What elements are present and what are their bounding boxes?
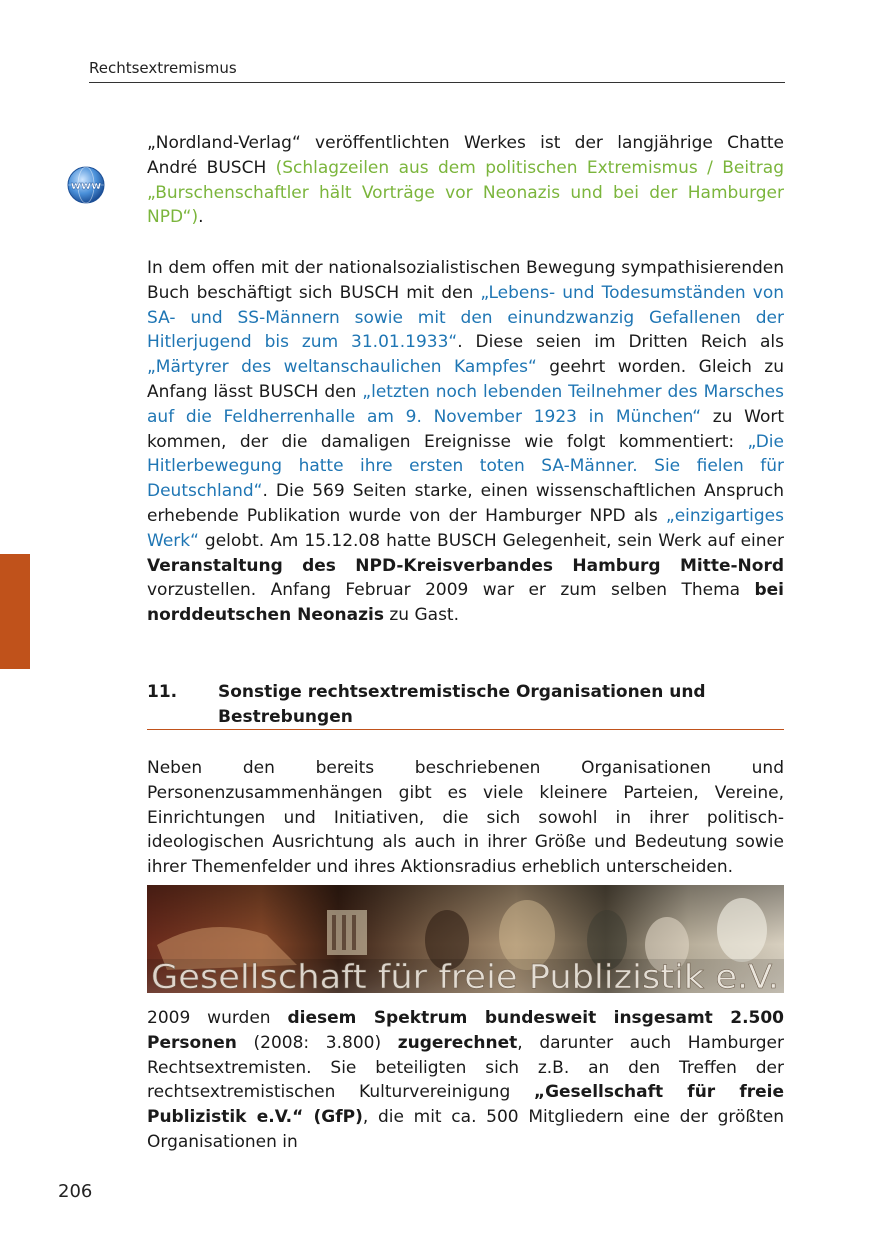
- quote-teilnehmer: „letzten noch lebenden Teilnehmer des Marsches auf die Feldherrenhalle am 9. November 1923 in München“: [147, 381, 784, 427]
- header-rule: [89, 82, 785, 83]
- gfp-banner-image: [147, 885, 784, 993]
- www-label: www: [70, 179, 102, 192]
- news-link[interactable]: (Schlagzeilen aus dem politischen Extremismus / Beitrag „Burschenschaftler hält Vorträge vor Neonazis und bei der Hamburger NPD“): [147, 157, 784, 228]
- section-title: Sonstige rechtsextremistische Organisationen und Bestrebungen: [218, 682, 706, 727]
- quote-lebensumstaende: „Lebens- und Todesumständen von SA- und SS-Männern sowie mit den einundzwanzig Gefallenen der Hitlerjugend bis zum 31.01.1933“: [147, 282, 784, 353]
- running-header: Rechtsextremismus: [89, 59, 237, 77]
- paragraph-busch-book: In dem offen mit der nationalsozialistischen Bewegung sympathisierenden Buch beschäftigt sich BUSCH mit den „Lebens- und Todesumständen von SA- und SS-Männern sowie mit den einundzwanzig Gefallenen der Hitlerjugend bis zum 31.01.1933“. Diese seien im Dritten Reich als „Märtyrer des weltanschaulichen Kampfes“ geehrt worden. Gleich zu Anfang lässt BUSCH den „letzten noch lebenden Teilnehmer des Marsches auf die Feldherrenhalle am 9. November 1923 in München“ zu Wort kommen, der die damaligen Ereignisse wie folgt kommentiert: „Die Hitlerbewegung hatte ihre ersten toten SA-Männer. Sie fielen für Deutschland“. Die 569 Seiten starke, einen wissenschaftlichen Anspruch erhebende Publikation wurde von der Hamburger NPD als „einzigartiges Werk“ gelobt. Am 15.12.08 hatte BUSCH Gelegenheit, sein Werk auf einer Veranstaltung des NPD-Kreisverbandes Hamburg Mitte-Nord vorzustellen. Anfang Februar 2009 war er zum selben Thema bei norddeutschen Neonazis zu Gast.: [147, 258, 785, 626]
- quote-einzigartiges-werk: „einzigartiges Werk“: [147, 505, 784, 551]
- paragraph-nordland: „Nordland-Verlag“ veröffentlichten Werkes ist der langjährige Chatte André BUSCH (Schlagzeilen aus dem politischen Extremismus / Beitrag „Burschenschaftler hält Vorträge vor Neonazis und bei der Hamburger NPD“).: [147, 133, 784, 228]
- bold-neonazis: bei norddeutschen Neonazis: [147, 580, 784, 626]
- bold-zugerechnet: zugerechnet: [397, 1032, 518, 1053]
- banner-caption: Gesellschaft für freie Publizistik e.V.: [151, 957, 779, 993]
- section-number: 11.: [147, 682, 178, 702]
- page-number: 206: [58, 1181, 93, 1202]
- paragraph-overview: Neben den bereits beschriebenen Organisationen und Personenzusammenhängen gibt es viele kleinere Parteien, Vereine, Einrichtungen und Initiativen, die sich sowohl in ihrer politisch-ideologischen Ausrichtung als auch in ihrer Größe und Bedeutung sowie ihrer Themenfelder und ihres Aktionsradius erheblich unterscheiden.: [147, 758, 784, 878]
- section-rule: [147, 729, 784, 730]
- bold-gfp: „Gesellschaft für freie Publizistik e.V.“ (GfP): [147, 1082, 785, 1128]
- chapter-side-tab: [0, 554, 30, 669]
- quote-hitlerbewegung: „Die Hitlerbewegung hatte ihre ersten toten SA-Männer. Sie fielen für Deutschland“: [147, 431, 784, 502]
- www-globe-icon[interactable]: [67, 166, 105, 204]
- bold-veranstaltung: Veranstaltung des NPD-Kreisverbandes Hamburg Mitte-Nord: [147, 555, 784, 576]
- paragraph-spektrum: 2009 wurden diesem Spektrum bundesweit insgesamt 2.500 Personen (2008: 3.800) zugerechnet, darunter auch Hamburger Rechtsextremisten. Sie beteiligten sich z.B. an den Treffen der rechtsextremistischen Kulturvereinigung „Gesellschaft für freie Publizistik e.V.“ (GfP), die mit ca. 500 Mitgliedern eine der größten Organisationen in: [147, 1008, 785, 1152]
- bold-spektrum: diesem Spektrum bundesweit insgesamt 2.500 Personen: [147, 1008, 785, 1053]
- quote-maertyrer: „Märtyrer des weltanschaulichen Kampfes“: [147, 357, 537, 378]
